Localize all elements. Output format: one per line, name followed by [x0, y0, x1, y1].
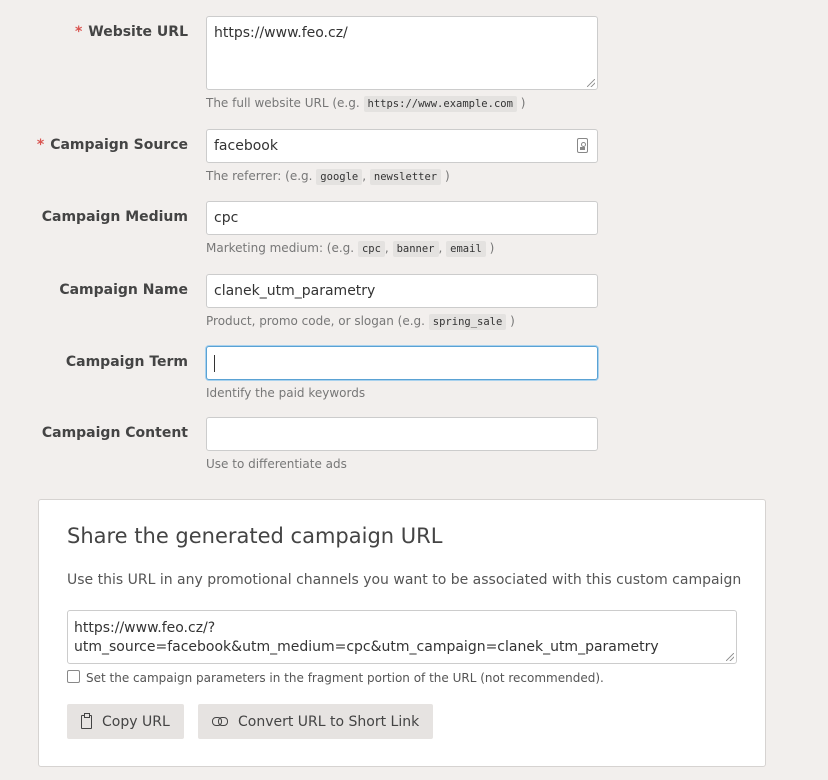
short-link-button[interactable]	[198, 704, 433, 739]
campaign-name-value: clanek_utm_parametry	[214, 283, 376, 299]
resize-grip-icon[interactable]	[726, 653, 734, 661]
campaign-content-help: Use to differentiate ads	[206, 457, 347, 471]
campaign-medium-field[interactable]	[206, 201, 598, 235]
campaign-source-help: The referrer: (e.g. google , newsletter )	[206, 169, 450, 183]
generated-url-line-2: utm_source=facebook&utm_medium=cpc&utm_campaign=clanek_utm_parametry	[74, 639, 659, 655]
fragment-checkbox[interactable]	[67, 670, 80, 683]
website-url-help: The full website URL (e.g. https://www.example.com )	[206, 96, 526, 110]
link-icon	[212, 717, 228, 726]
fragment-checkbox-label[interactable]: Set the campaign parameters in the fragment portion of the URL (not recommended).	[86, 671, 604, 685]
campaign-source-value: facebook	[214, 138, 278, 154]
clipboard-icon	[81, 715, 92, 729]
campaign-name-label: Campaign Name	[59, 282, 188, 298]
share-title: Share the generated campaign URL	[67, 524, 443, 548]
text-caret	[214, 355, 215, 372]
copy-url-button[interactable]	[67, 704, 184, 739]
share-url-panel	[38, 499, 766, 767]
campaign-term-help: Identify the paid keywords	[206, 386, 366, 400]
required-marker: *	[36, 137, 45, 153]
campaign-name-help: Product, promo code, or slogan (e.g. spring_sale )	[206, 314, 515, 328]
campaign-medium-value: cpc	[214, 210, 239, 226]
campaign-source-label: * Campaign Source	[36, 137, 188, 153]
website-url-label: * Website URL	[74, 24, 188, 40]
campaign-medium-help: Marketing medium: (e.g. cpc , banner , email )	[206, 241, 495, 255]
campaign-term-label: Campaign Term	[65, 354, 188, 370]
contact-card-icon[interactable]	[577, 138, 588, 153]
generated-url-field[interactable]	[67, 610, 737, 664]
generated-url-line-1: https://www.feo.cz/?	[74, 620, 216, 636]
resize-grip-icon[interactable]	[587, 79, 595, 87]
campaign-medium-label: Campaign Medium	[41, 209, 188, 225]
short-link-label: Convert URL to Short Link	[238, 713, 420, 730]
website-url-field[interactable]	[206, 16, 598, 90]
website-url-value: https://www.feo.cz/	[214, 25, 348, 41]
campaign-content-label: Campaign Content	[41, 425, 188, 441]
campaign-term-field[interactable]	[206, 346, 598, 380]
copy-url-label: Copy URL	[102, 713, 170, 730]
required-marker: *	[74, 24, 83, 40]
campaign-content-field[interactable]	[206, 417, 598, 451]
campaign-name-field[interactable]	[206, 274, 598, 308]
share-description: Use this URL in any promotional channels you want to be associated with this custom campaign	[67, 572, 742, 588]
campaign-source-field[interactable]	[206, 129, 598, 163]
